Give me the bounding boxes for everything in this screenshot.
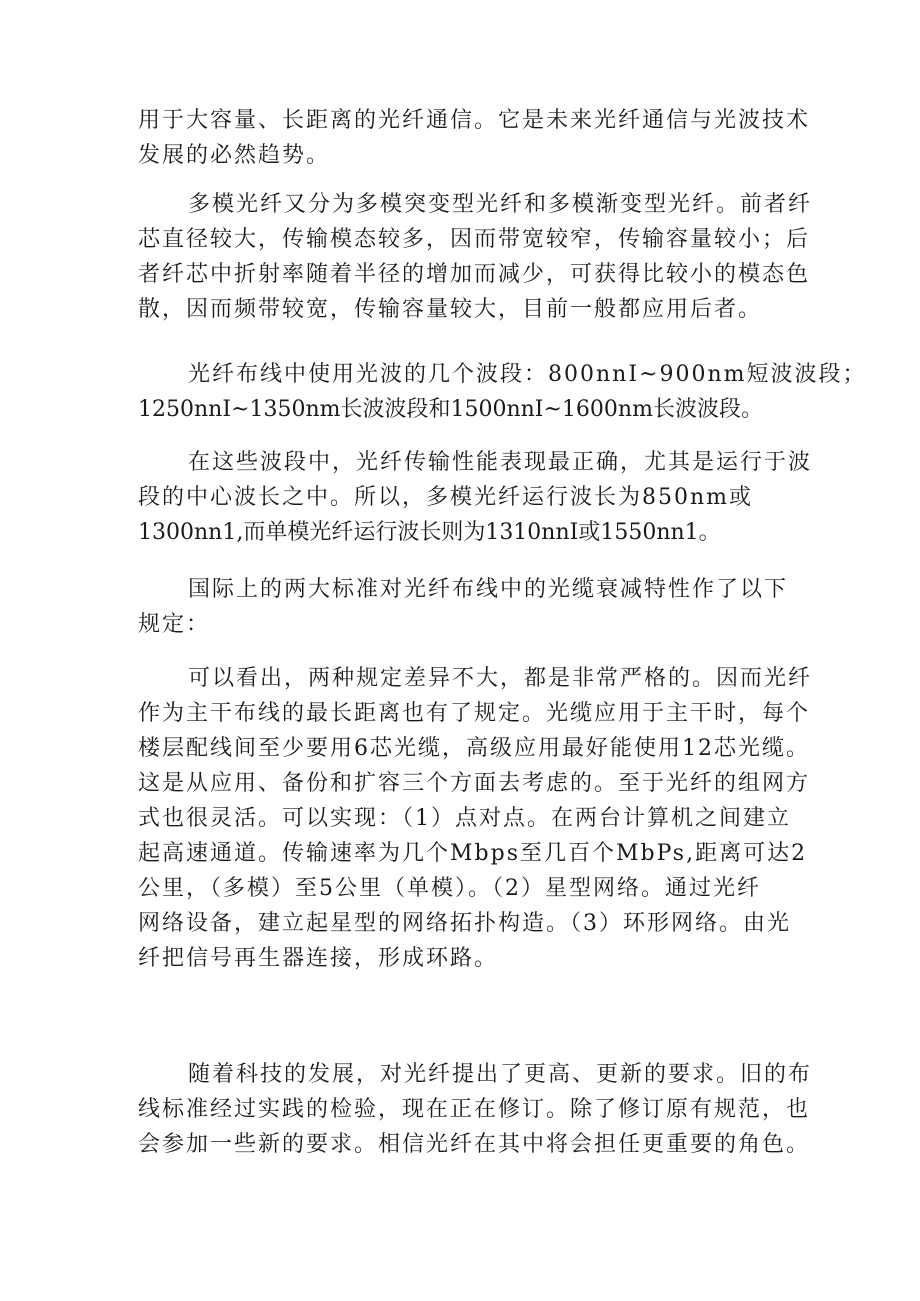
text-line: 作为主干布线的最长距离也有了规定。光缆应用于主干时，每个 bbox=[138, 701, 811, 726]
text-line: 者纤芯中折射率随着半径的增加而减少，可获得比较小的模态色 bbox=[138, 262, 811, 287]
text-line: 楼层配线间至少要用6芯光缆，高级应用最好能使用12芯光缆。 bbox=[138, 736, 810, 761]
text-line: 国际上的两大标准对光纤布线中的光缆衰减特性作了以下 bbox=[188, 577, 789, 602]
text-line: 公里，（多模）至5公里（单模）。（2）星型网络。通过光纤 bbox=[138, 876, 761, 901]
text-line: 段的中心波长之中。所以，多模光纤运行波长为850nm或 bbox=[138, 485, 754, 510]
text-line: 起高速通道。传输速率为几个Mbps至几百个MbPs,距离可达2 bbox=[138, 841, 808, 866]
paragraph-outlook bbox=[138, 1057, 813, 1162]
text-line: 发展的必然趋势。 bbox=[138, 143, 331, 168]
text-line: 式也很灵活。可以实现：（1）点对点。在两台计算机之间建立 bbox=[138, 806, 791, 831]
paragraph-transmission bbox=[138, 445, 813, 550]
text-line: 规定： bbox=[138, 612, 211, 637]
text-line: 散，因而频带较宽，传输容量较大，目前一般都应用后者。 bbox=[138, 297, 763, 322]
text-line: 随着科技的发展，对光纤提出了更高、更新的要求。旧的布 bbox=[188, 1062, 813, 1087]
text-line: 芯直径较大，传输模态较多，因而带宽较窄，传输容量较小；后 bbox=[138, 227, 811, 252]
text-line: 纤把信号再生器连接，形成环路。 bbox=[138, 946, 499, 971]
text-line: 在这些波段中，光纤传输性能表现最正确，尤其是运行于波 bbox=[188, 450, 813, 475]
text-line: 网络设备，建立起星型的网络拓扑构造。（3）环形网络。由光 bbox=[138, 911, 791, 936]
text-line: 可以看出，两种规定差异不大，都是非常严格的。因而光纤 bbox=[188, 666, 813, 691]
text-line: 光纤布线中使用光波的几个波段：800nnI~900nm短波波段； bbox=[188, 362, 867, 387]
text-line: 多模光纤又分为多模突变型光纤和多模渐变型光纤。前者纤 bbox=[188, 192, 813, 217]
text-line: 这是从应用、备份和扩容三个方面去考虑的。至于光纤的组网方 bbox=[138, 771, 811, 796]
text-line: 1250nnI~1350nm长波波段和1500nnI~1600nm长波波段。 bbox=[138, 397, 763, 422]
paragraph-networking bbox=[138, 661, 813, 976]
paragraph-wavebands bbox=[138, 357, 867, 427]
paragraph-standards bbox=[138, 572, 790, 642]
text-line: 线标准经过实践的检验，现在正在修订。除了修订原有规范，也 bbox=[138, 1097, 811, 1122]
text-line: 1300nn1,而单模光纤运行波长则为1310nnI或1550nn1。 bbox=[138, 520, 721, 545]
text-line: 会参加一些新的要求。相信光纤在其中将会担任更重要的角色。 bbox=[138, 1132, 811, 1157]
paragraph-continuation bbox=[138, 103, 811, 173]
text-line: 用于大容量、长距离的光纤通信。它是未来光纤通信与光波技术 bbox=[138, 108, 811, 133]
paragraph-multimode-fiber bbox=[138, 187, 813, 327]
